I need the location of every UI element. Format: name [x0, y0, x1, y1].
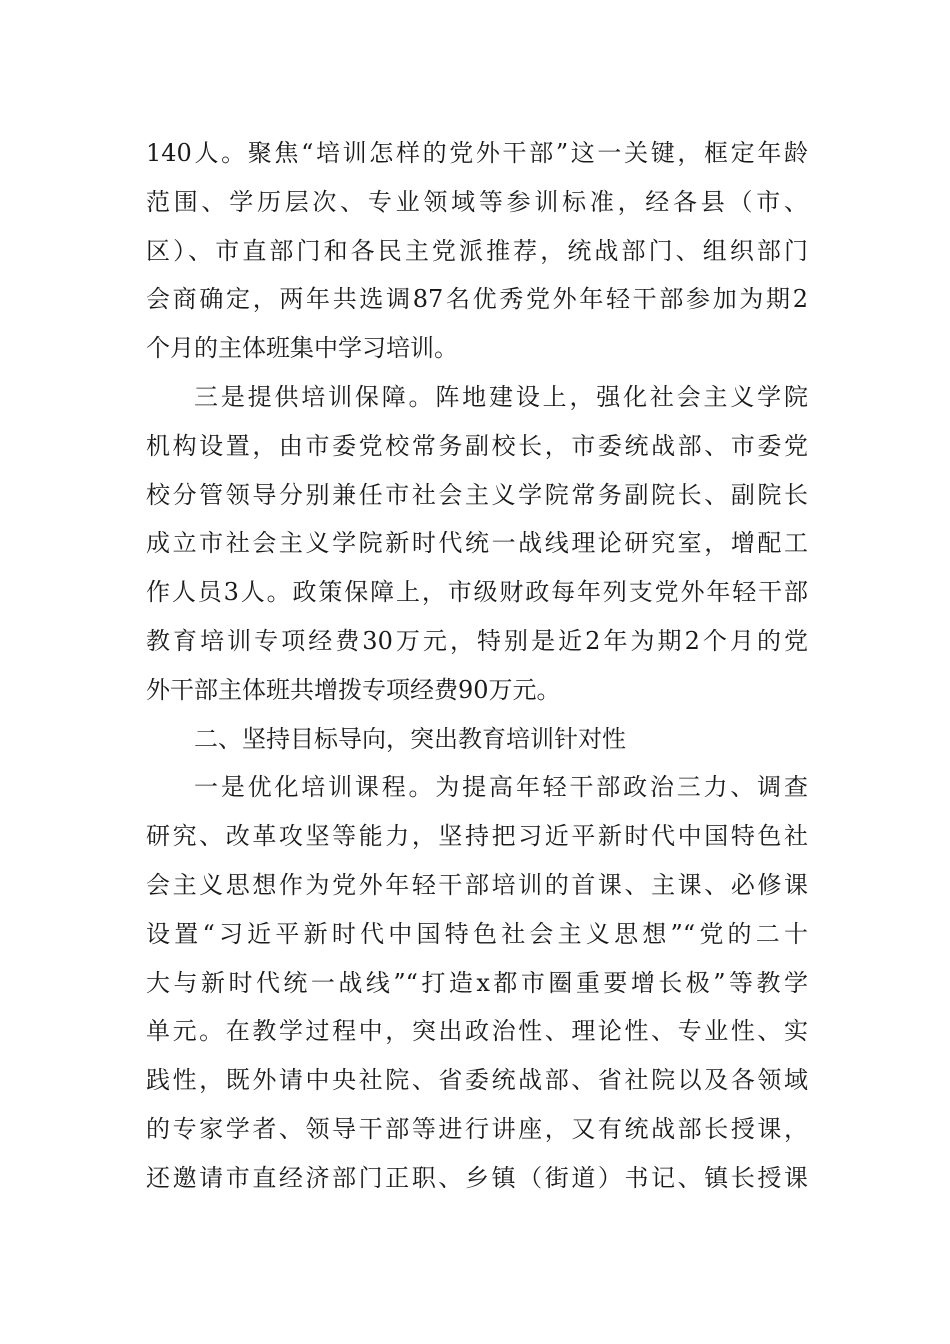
text-line: 一是优化培训课程。为提高年轻干部政治三力、调查	[194, 773, 808, 802]
text-line: 的专家学者、领导干部等进行讲座，又有统战部长授课，	[146, 1114, 808, 1143]
text-line: 外干部主体班共增拨专项经费90万元。	[146, 675, 561, 704]
text-line: 个月的主体班集中学习培训。	[146, 334, 458, 363]
text-line: 还邀请市直经济部门正职、乡镇（街道）书记、镇长授课	[146, 1163, 808, 1192]
text-line: 校分管领导分别兼任市社会主义学院常务副院长、副院长	[146, 480, 808, 509]
text-line: 设置“习近平新时代中国特色社会主义思想”“党的二十	[146, 919, 808, 948]
paragraph-trainee-selection	[146, 134, 808, 378]
text-line: 会商确定，两年共选调87名优秀党外年轻干部参加为期2	[146, 285, 808, 314]
text-line: 区）、市直部门和各民主党派推荐，统战部门、组织部门	[146, 236, 808, 265]
text-line: 140人。聚焦“培训怎样的党外干部”这一关键，框定年龄	[146, 139, 808, 167]
text-line: 大与新时代统一战线”“打造x都市圈重要增长极”等教学	[146, 968, 808, 997]
text-line: 单元。在教学过程中，突出政治性、理论性、专业性、实	[146, 1017, 808, 1046]
text-line: 三是提供培训保障。阵地建设上，强化社会主义学院	[194, 382, 808, 411]
text-line: 作人员3人。政策保障上，市级财政每年列支党外年轻干部	[146, 578, 808, 607]
text-line: 研究、改革攻坚等能力，坚持把习近平新时代中国特色社	[146, 822, 808, 851]
text-line: 会主义思想作为党外年轻干部培训的首课、主课、必修课	[146, 870, 808, 899]
text-line: 范围、学历层次、专业领域等参训标准，经各县（市、	[146, 187, 808, 216]
paragraph-training-guarantee	[146, 378, 808, 720]
text-line: 成立市社会主义学院新时代统一战线理论研究室，增配工	[146, 529, 808, 558]
paragraph-optimize-curriculum	[146, 768, 808, 1207]
section-heading	[146, 720, 808, 769]
text-line: 教育培训专项经费30万元，特别是近2年为期2个月的党	[146, 626, 808, 655]
text-line: 践性，既外请中央社院、省委统战部、省社院以及各领域	[146, 1066, 808, 1095]
heading-line: 二、坚持目标导向，突出教育培训针对性	[194, 724, 626, 753]
text-line: 机构设置，由市委党校常务副校长，市委统战部、市委党	[146, 431, 808, 460]
document-body	[146, 134, 808, 1208]
